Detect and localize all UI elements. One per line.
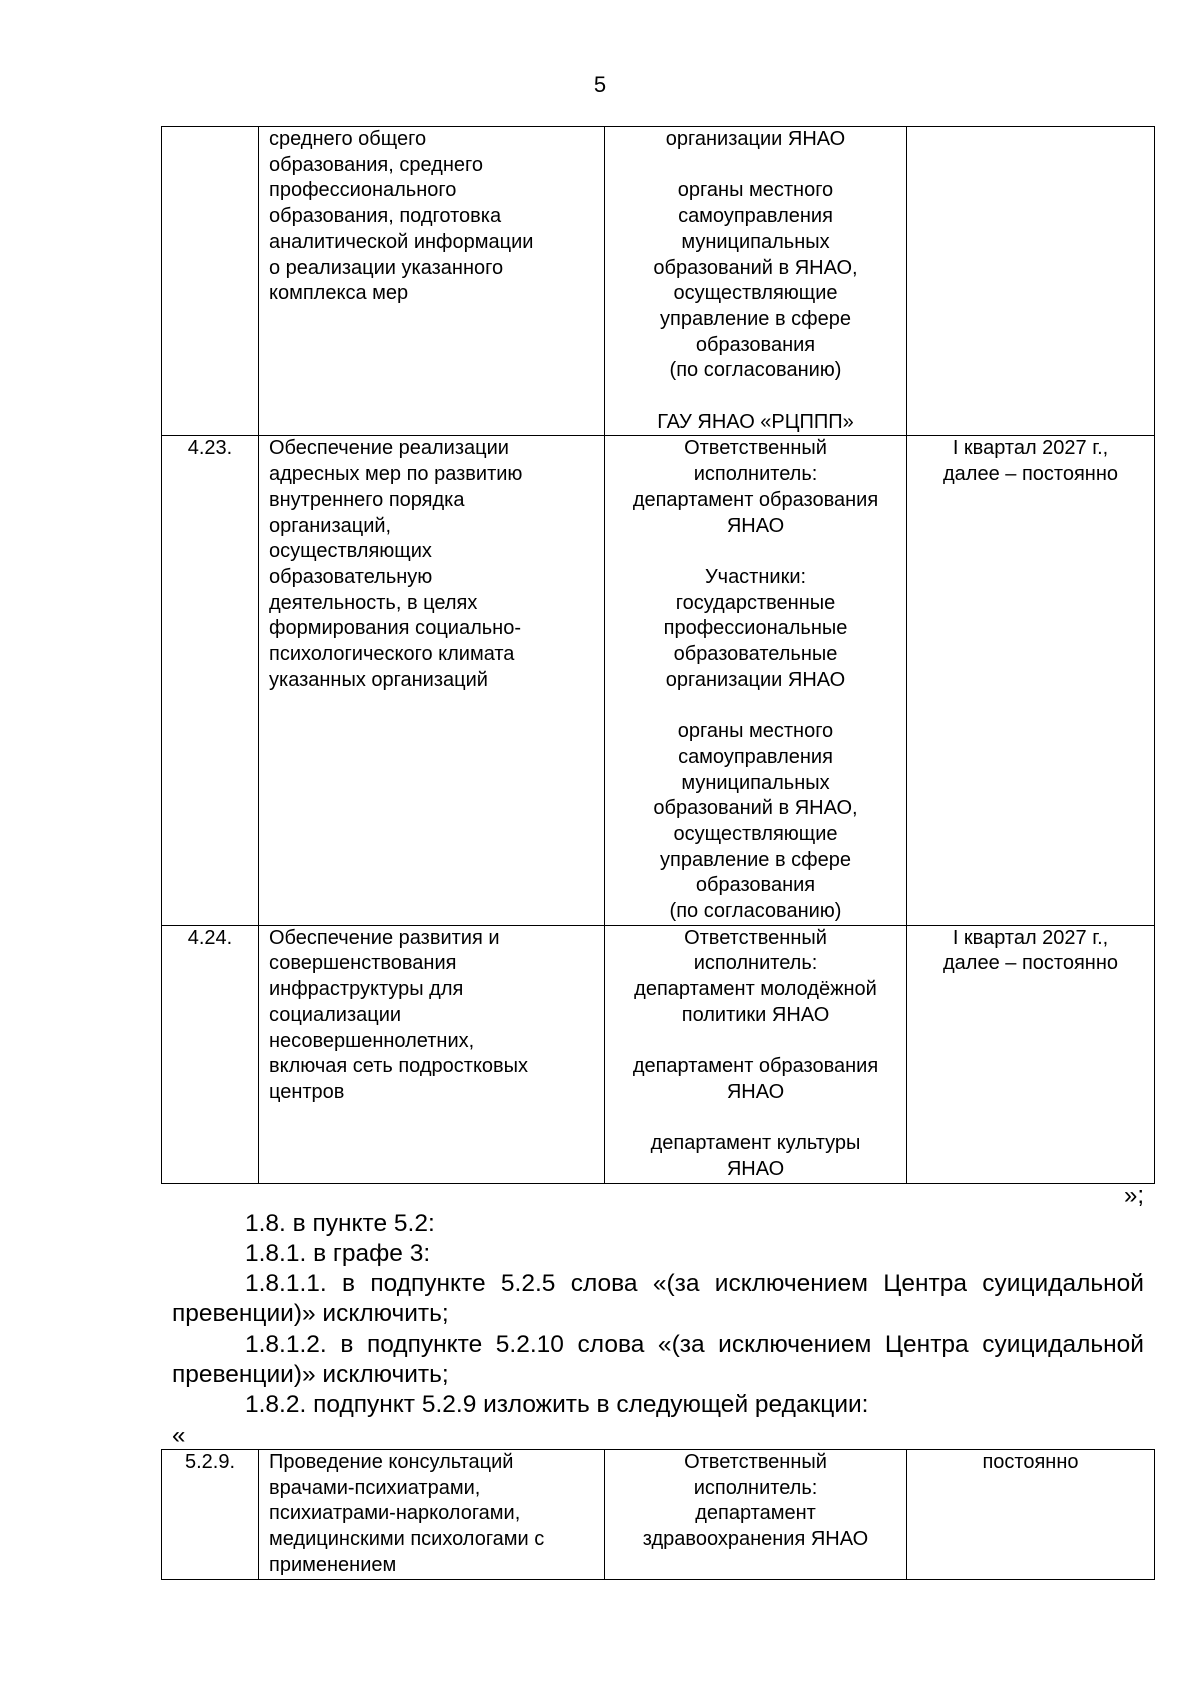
cell-line: Ответственный [684,926,827,949]
opening-quote: « [172,1422,186,1449]
cell-line: организации ЯНАО [665,668,846,691]
cell-line: далее – постоянно [943,952,1118,975]
cell-line: далее – постоянно [943,463,1118,486]
cell-line: организаций, [269,514,392,537]
item-number [162,127,259,436]
subitem-table [161,1449,1155,1580]
responsible-cell [605,436,907,925]
cell-line: департамент культуры [650,1132,861,1155]
cell-line: Обеспечение реализации [269,437,509,460]
responsible-cell [605,925,907,1183]
table-row [162,127,1155,436]
cell-line: формирования социально- [269,617,522,640]
cell-line: Ответственный [684,1451,827,1473]
cell-line: ГАУ ЯНАО «РЦППП» [657,410,854,433]
cell-line: исполнитель: [693,463,818,486]
cell-line: профессионального [269,179,457,202]
cell-line: исполнитель: [693,1476,818,1499]
item-number: 5.2.9. [162,1450,259,1580]
cell-line: органы местного [677,720,834,743]
cell-line: среднего общего [269,128,427,150]
cell-line: самоуправления [678,745,833,768]
cell-line: департамент образования [632,1055,879,1078]
cell-line: I квартал 2027 г., [952,926,1109,949]
term-cell [907,925,1155,1183]
cell-line: самоуправления [678,205,833,228]
term-cell [907,436,1155,925]
cell-line: департамент образования [632,488,879,511]
cell-line: осуществляющих [269,540,432,563]
cell-line: управление в сфере [660,848,851,871]
cell-line: I квартал 2027 г., [952,437,1109,460]
cell-line: здравоохранения ЯНАО [642,1528,869,1551]
term-cell [907,1450,1155,1580]
cell-line: включая сеть подростковых [269,1055,529,1078]
cell-line: ЯНАО [726,514,785,537]
paragraph-1-8: 1.8. в пункте 5.2: [245,1210,435,1237]
cell-line: политики ЯНАО [681,1003,830,1026]
cell-line: осуществляющие [673,822,838,845]
table-row [162,436,1155,925]
cell-line: исполнитель: [693,952,818,975]
action-cell [259,436,605,925]
line-gap [615,153,896,179]
paragraph-1-8-2: 1.8.2. подпункт 5.2.9 изложить в следующей редакции: [245,1391,869,1418]
page-number: 5 [593,72,607,97]
cell-line: комплекса мер [269,282,409,305]
cell-line: Участники: [704,565,807,588]
cell-line: Проведение консультаций [269,1451,514,1473]
cell-line: инфраструктуры для [269,978,464,1001]
cell-line: внутреннего порядка [269,488,465,511]
paragraph-1-8-1-2: 1.8.1.2. в подпункте 5.2.10 слова «(за исключением Центра суицидальной превенции)» исключить; [172,1331,1144,1388]
line-gap [615,1106,896,1132]
cell-line: муниципальных [681,230,830,253]
cell-line: врачами-психиатрами, [269,1476,481,1499]
paragraph-1-8-1-1: 1.8.1.1. в подпункте 5.2.5 слова «(за исключением Центра суицидальной превенции)» исключить; [172,1270,1144,1327]
term-cell [907,127,1155,436]
cell-line: образований в ЯНАО, [653,256,858,279]
cell-line: аналитической информации [269,230,534,253]
cell-line: Обеспечение развития и [269,926,500,949]
cell-line: применением [269,1553,397,1576]
measures-table [161,126,1155,1184]
cell-line: образования [695,333,816,356]
responsible-cell [605,1450,907,1580]
cell-line: Ответственный [684,437,827,460]
cell-line: управление в сфере [660,307,851,330]
action-cell [259,925,605,1183]
cell-line: организации ЯНАО [665,128,846,150]
cell-line: профессиональные [663,617,848,640]
line-gap [615,384,896,410]
table-row [162,925,1155,1183]
cell-line: ЯНАО [726,1158,785,1181]
cell-line: департамент [695,1502,816,1525]
cell-line: образовательную [269,565,433,588]
cell-line: муниципальных [681,771,830,794]
closing-quote: »; [1123,1182,1144,1209]
action-cell [259,127,605,436]
cell-line: образования, среднего [269,153,483,176]
cell-line: департамент молодёжной [634,978,877,1001]
cell-line: образования, подготовка [269,205,502,228]
line-gap [615,539,896,565]
cell-line: психологического климата [269,643,515,666]
line-gap [615,1029,896,1055]
cell-line: осуществляющие [673,282,838,305]
cell-line: образований в ЯНАО, [653,797,858,820]
cell-line: адресных мер по развитию [269,463,523,486]
cell-line: ЯНАО [726,1080,785,1103]
cell-line: деятельность, в целях [269,591,478,614]
paragraph-1-8-1: 1.8.1. в графе 3: [245,1240,431,1267]
cell-line: несовершеннолетних, [269,1029,475,1052]
responsible-cell [605,127,907,436]
action-cell [259,1450,605,1580]
cell-line: медицинскими психологами с [269,1528,545,1551]
cell-line: образовательные [673,643,838,666]
cell-line: центров [269,1080,345,1103]
cell-line: (по согласованию) [669,359,842,382]
cell-line: государственные [675,591,836,614]
cell-line: (по согласованию) [669,900,842,923]
cell-line: органы местного [677,179,834,202]
cell-line: психиатрами-наркологами, [269,1502,521,1525]
cell-line: совершенствования [269,952,457,975]
table-row [162,1450,1155,1580]
cell-line: образования [695,874,816,897]
item-number: 4.24. [162,925,259,1183]
cell-line: о реализации указанного [269,256,504,279]
cell-line: социализации [269,1003,402,1026]
cell-line: постоянно [982,1451,1079,1473]
item-number: 4.23. [162,436,259,925]
cell-line: указанных организаций [269,668,488,691]
line-gap [615,693,896,719]
